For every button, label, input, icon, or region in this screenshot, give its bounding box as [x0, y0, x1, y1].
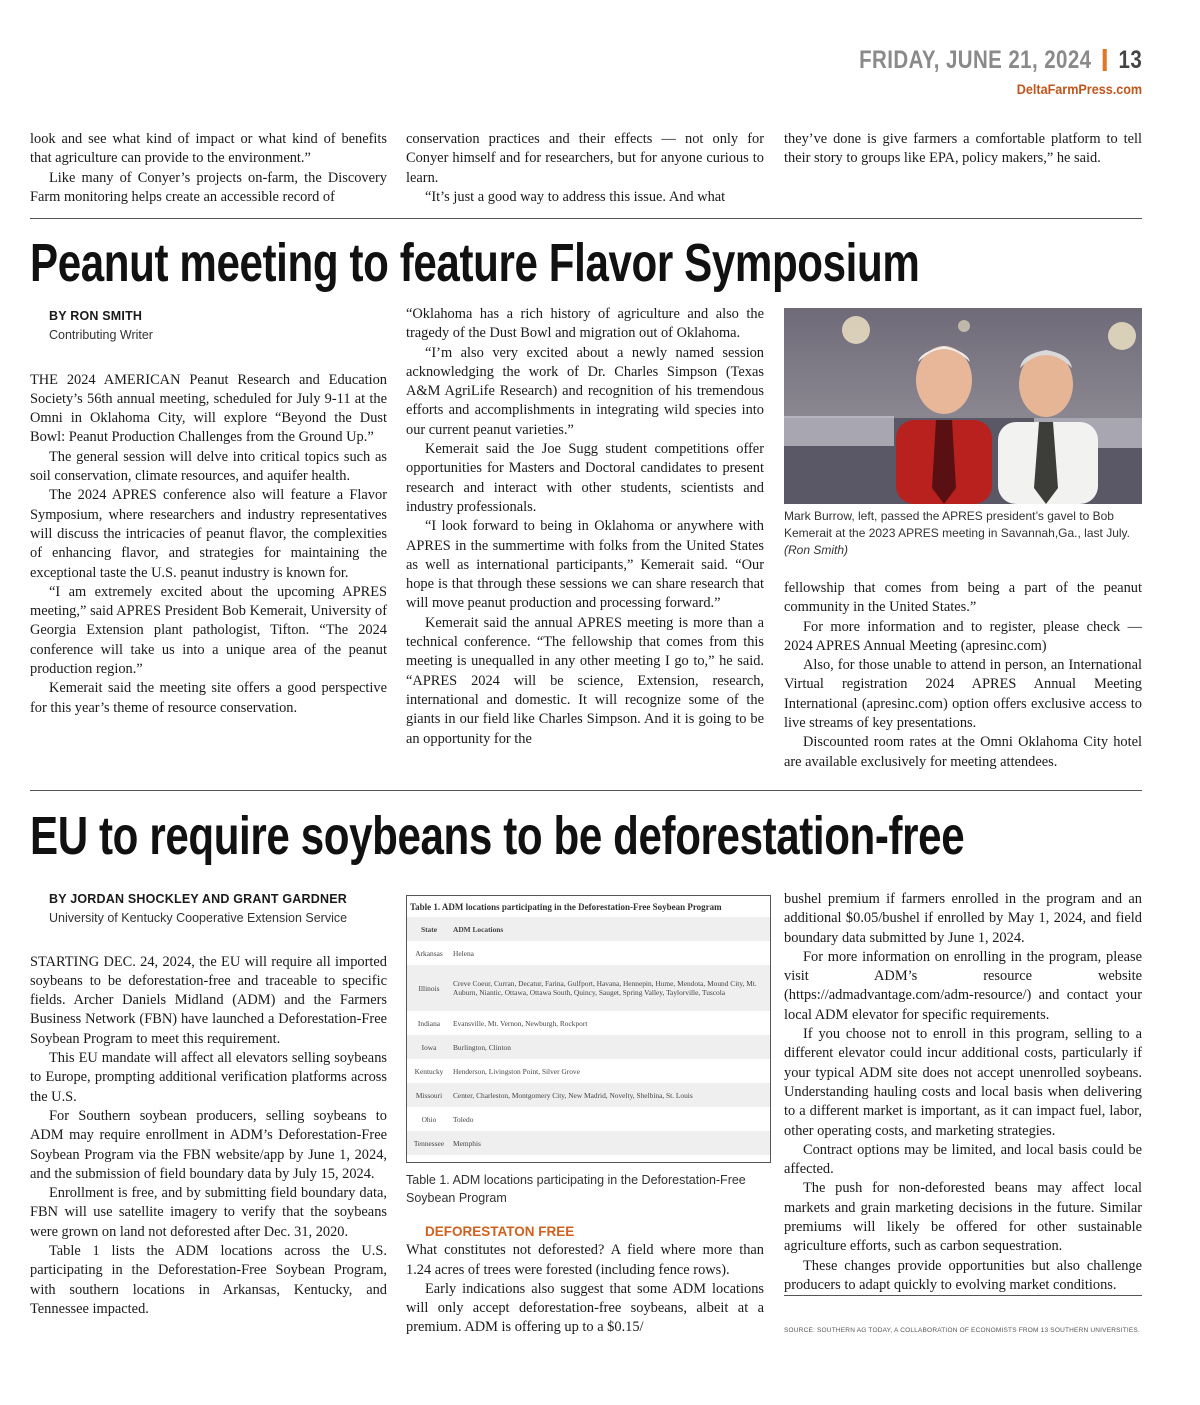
paragraph: Enrollment is free, and by submitting field boundary data, FBN will use satellite imagery to verify that the soybeans were grown on land not deforested after Dec. 31, 2020.	[30, 1185, 387, 1240]
paragraph: Table 1 lists the ADM locations across the U.S. participating in the Deforestation-Free Soybean Program, with southern locations in Arkansas, Kentucky, and Tennessee impacted.	[30, 1243, 387, 1317]
paragraph: What constitutes not deforested? A field where more than 1.24 acres of trees were forested (including fence rows).	[406, 1242, 764, 1278]
table-row	[407, 1083, 770, 1107]
paragraph: “I am extremely excited about the upcoming APRES meeting,” said APRES President Bob Kemerait, University of Georgia Extension plant pathologist, Tifton. “The 2024 conference will take us into a unique area of the peanut production region.”	[30, 583, 387, 678]
article-2-column-2	[406, 1222, 764, 1338]
table-cell-locations: Toledo	[453, 1114, 474, 1124]
site-url: DeltaFarmPress.com	[1016, 81, 1142, 97]
adm-locations-table	[406, 895, 771, 1163]
table-title: Table 1. ADM locations participating in the Deforestation-Free Soybean Program	[410, 902, 722, 912]
paragraph: Kemerait said the meeting site offers a good perspective for this year’s theme of resource conservation.	[30, 680, 387, 716]
paragraph: “I look forward to being in Oklahoma or anywhere with APRES in the summertime with folks from the United States as well as international participants,” Kemerait said. “Our hope is that through these sessions we can share research that will move peanut production and processing forward.”	[406, 518, 764, 612]
table-cell-state: Kentucky	[414, 1066, 444, 1076]
paragraph: This EU mandate will affect all elevators selling soybeans to Europe, prompting additional verification platforms across the U.S.	[30, 1050, 387, 1105]
article-1-column-2	[406, 305, 764, 749]
photo-caption-text: Mark Burrow, left, passed the APRES president’s gavel to Bob Kemerait at the 2023 APRES meeting in Savannah,Ga., last July.	[784, 509, 1130, 540]
article-2-byline-title: University of Kentucky Cooperative Extension Service	[49, 911, 348, 926]
paragraph: Kemerait said the annual APRES meeting is more than a technical conference. “The fellowship that comes from this meeting is unequalled in any other meeting I go to,” he said. “APRES 2024 will be science, Extension, research, international and domestic. It will recognize some of the giants in our field like Charles Simpson. And it is going to be an opportunity for the	[406, 614, 764, 747]
table-cell-locations: Burlington, Clinton	[451, 1035, 770, 1059]
table-header-state: State	[407, 917, 451, 941]
article-1-column-3	[784, 579, 1142, 772]
table-row	[407, 1107, 770, 1131]
article-2-byline: BY JORDAN SHOCKLEY AND GRANT GARDNER	[49, 892, 347, 906]
paragraph: Like many of Conyer’s projects on-farm, the Discovery Farm monitoring helps create an accessible record of	[30, 169, 387, 205]
table-cell-locations: Evansville, Mt. Vernon, Newburgh, Rockport	[453, 1018, 588, 1028]
paragraph: bushel premium if farmers enrolled in the program and an additional $0.05/bushel if enrolled by May 1, 2024, and field boundary data submitted by June 1, 2024.	[784, 891, 1142, 946]
table-cell-locations: Creve Coeur, Curran, Decatur, Farina, Gulfport, Havana, Hennepin, Hume, Mendota, Mound City, Mt. Auburn, Niantic, Ottawa, Ottawa South, Quincy, Sauget, Spring Valley, Taylorville, Tuscola	[451, 965, 770, 1011]
table-header-locations: ADM Locations	[451, 917, 770, 941]
photo-illustration	[784, 308, 1142, 504]
paragraph: fellowship that comes from being a part of the peanut community in the United States.”	[784, 580, 1142, 616]
table-cell-state: Ohio	[421, 1114, 437, 1124]
carryover-column-3	[784, 130, 1142, 169]
paragraph: Contract options may be limited, and local basis could be affected.	[784, 1141, 1142, 1178]
section-divider	[30, 790, 1142, 791]
table-row	[407, 965, 770, 1011]
masthead	[797, 46, 1142, 97]
article-1-byline-title: Contributing Writer	[49, 328, 153, 343]
table-cell-locations: Memphis	[451, 1131, 770, 1155]
table-cell-state: Illinois	[407, 965, 451, 1011]
page-number: 13	[1118, 46, 1142, 74]
issue-date-line	[859, 46, 1142, 75]
paragraph: The 2024 APRES conference also will feature a Flavor Symposium, where researchers and industry representatives will discuss the intricacies of peanut flavor, the complexities of enhancing flavor, and strategies for maintaining the exceptional taste the U.S. peanut industry is known for.	[30, 487, 387, 581]
article-2-subhead: DEFORESTATON FREE	[425, 1224, 575, 1239]
paragraph: For more information and to register, please check — 2024 APRES Annual Meeting (apresinc.com)	[784, 618, 1142, 654]
table-row	[407, 1035, 770, 1059]
paragraph: Kemerait said the Joe Sugg student competitions offer opportunities for Masters and Doctoral candidates to present research and interact with other students, scientists and industry professionals.	[406, 441, 764, 515]
table-cell-state: Missouri	[407, 1083, 451, 1107]
table-row	[407, 941, 770, 965]
table-row	[407, 1011, 770, 1035]
table-row	[407, 1131, 770, 1155]
article-1-headline: Peanut meeting to feature Flavor Symposium	[30, 233, 920, 293]
carryover-column-2	[406, 130, 764, 207]
table-cell-state: Arkansas	[415, 948, 443, 958]
paragraph: These changes provide opportunities but also challenge producers to adapt quickly to evolving market conditions.	[784, 1257, 1142, 1297]
photo-credit: (Ron Smith)	[784, 543, 849, 557]
issue-date: FRIDAY, JUNE 21, 2024	[858, 46, 1092, 74]
article-1-column-1	[30, 307, 387, 718]
paragraph: Discounted room rates at the Omni Oklahoma City hotel are available exclusively for meeting attendees.	[784, 734, 1142, 770]
table-row	[407, 1059, 770, 1083]
article-2-source: SOURCE: SOUTHERN AG TODAY, A COLLABORATION OF ECONOMISTS FROM 13 SOUTHERN UNIVERSITIES.	[784, 1327, 1140, 1334]
paragraph: conservation practices and their effects — not only for Conyer himself and for researchers, but for anyone curious to learn.	[406, 131, 764, 186]
paragraph: “Oklahoma has a rich history of agriculture and also the tragedy of the Dust Bowl and migration out of Oklahoma.	[406, 306, 764, 342]
paragraph: The push for non-deforested beans may affect local markets and grain marketing decisions in the future. Similar premiums will likely be offered for other sustainable agriculture efforts, such as carbon sequestration.	[784, 1180, 1142, 1255]
article-2-column-3	[784, 890, 1142, 1296]
table-cell-state: Tennessee	[407, 1131, 451, 1155]
paragraph: For Southern soybean producers, selling soybeans to ADM may require enrollment in ADM’s Deforestation-Free Soybean Program via the FBN website/app by June 1, 2024, and the submission of field boundary data by July 15, 2024.	[30, 1107, 387, 1182]
paragraph: For more information on enrolling in the program, please visit ADM’s resource website (https://admadvantage.com/adm-resource/) and contact your local ADM elevator for specific requirements.	[784, 948, 1142, 1023]
paragraph: If you choose not to enroll in this program, selling to a different elevator could incur additional costs, particularly if your typical ADM site does not accept unenrolled soybeans. Understanding hauling costs and local basis when delivering to a different market is important, as it can impact fuel, labor, other operating costs, and marketing strategies.	[784, 1026, 1142, 1139]
article-2-column-1	[30, 890, 387, 1319]
paragraph: “It’s just a good way to address this issue. And what	[425, 188, 726, 205]
paragraph: Early indications also suggest that some ADM locations will only accept deforestation-free soybeans, albeit at a premium. ADM is offering up to a $0.15/	[406, 1280, 764, 1336]
table-cell-locations: Henderson, Livingston Point, Silver Grove	[453, 1066, 580, 1076]
section-divider	[30, 218, 1142, 219]
paragraph: The general session will delve into critical topics such as soil conservation, climate resources, and aquifer health.	[30, 448, 387, 485]
table-cell-state: Iowa	[407, 1035, 451, 1059]
article-1-byline: BY RON SMITH	[49, 309, 143, 323]
article-1-photo-caption	[784, 508, 1144, 559]
table-cell-locations: Center, Charleston, Montgomery City, New Madrid, Novelty, Shelbina, St. Louis	[451, 1083, 770, 1107]
locations-table	[407, 917, 770, 1155]
article-2-headline: EU to require soybeans to be deforestation-free	[30, 806, 965, 866]
table-cell-locations: Helena	[453, 948, 474, 958]
paragraph: THE 2024 AMERICAN Peanut Research and Education Society’s 56th annual meeting, scheduled for July 9-11 at the Omni in Oklahoma City, will explore “Beyond the Dust Bowl: Peanut Production Challenges from the Ground Up.”	[30, 371, 387, 446]
article-1-photo	[784, 308, 1142, 504]
paragraph: they’ve done is give farmers a comfortable platform to tell their story to groups like EPA, policy makers,” he said.	[784, 131, 1142, 167]
table-cell-state: Indiana	[417, 1018, 441, 1028]
paragraph: “I’m also very excited about a newly named session acknowledging the work of Dr. Charles Simpson (Texas A&M AgriLife Research) and recognition of his tremendous efforts and accomplishments in integrating wild species into our current peanut varieties.”	[406, 344, 764, 438]
paragraph: Also, for those unable to attend in person, an International Virtual registration 2024 APRES Annual Meeting International (apresinc.com) option offers exclusive access to live streams of key presentations.	[784, 657, 1142, 732]
paragraph: STARTING DEC. 24, 2024, the EU will require all imported soybeans to be deforestation-free and traceable to specific fields. Archer Daniels Midland (ADM) and the Farmers Business Network (FBN) have launched a Deforestation-Free Soybean Program to meet this requirement.	[30, 953, 387, 1047]
paragraph: look and see what kind of impact or what kind of benefits that agriculture can provide to the environment.”	[30, 131, 387, 167]
table-caption: Table 1. ADM locations participating in the Deforestation-Free Soybean Program	[406, 1173, 746, 1205]
masthead-divider	[1103, 49, 1107, 71]
carryover-column-1	[30, 130, 387, 207]
